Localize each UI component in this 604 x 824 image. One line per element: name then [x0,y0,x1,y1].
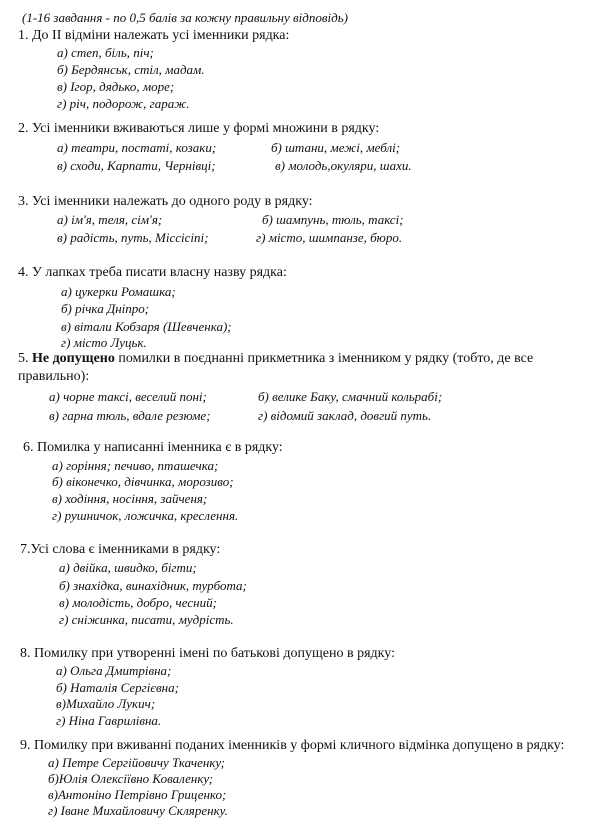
q6-option-a: а) горіння; печиво, пташечка; [52,458,219,473]
q5-option-d: г) відомий заклад, довгий путь. [258,408,432,423]
q5-emphasis: Не допущено [32,351,115,366]
question-6-stem: 6. Помилка у написанні іменника є в рядку: [23,440,283,455]
q5-stem-rest: помилки в поєднанні прикметника з іменником у рядку (тобто, де все [114,351,534,366]
question-1-stem: 1. До ІІ відміни належать усі іменники рядка: [18,28,290,43]
q8-option-d: г) Ніна Гаврилівна. [56,713,162,728]
q9-option-c: в)Антоніно Петрівно Гриценко; [48,787,227,802]
q7-option-b: б) знахідка, винахідник, турбота; [59,578,247,593]
q4-option-a: а) цукерки Ромашка; [61,284,176,299]
q5-option-b: б) велике Баку, смачний кольрабі; [258,389,443,404]
instructions-header: (1-16 завдання - по 0,5 балів за кожну правильну відповідь) [22,10,348,25]
question-3-stem: 3. Усі іменники належать до одного роду в рядку: [18,194,313,209]
question-2-stem: 2. Усі іменники вживаються лише у формі множини в рядку: [18,121,380,136]
q3-option-a: а) ім'я, теля, сім'я; [57,212,163,227]
q5-option-c: в) гарна тюль, вдале резюме; [49,408,211,423]
q7-option-d: г) сніжинка, писати, мудрість. [59,612,234,627]
question-4-stem: 4. У лапках треба писати власну назву рядка: [18,265,287,280]
q2-option-c: в) сходи, Карпати, Чернівці; [57,158,216,173]
q3-option-c: в) радість, путь, Міссісіпі; [57,230,209,245]
q7-option-a: а) двійка, швидко, бігти; [59,560,197,575]
q9-option-d: г) Іване Михайловичу Скляренку. [48,803,228,818]
q8-option-b: б) Наталія Сергієвна; [56,680,179,695]
q4-option-d: г) місто Луцьк. [61,335,147,350]
q1-option-b: б) Бердянськ, стіл, мадам. [57,62,205,77]
q8-option-c: в)Михайло Лукич; [56,696,156,711]
question-9-stem: 9. Помилку при вживанні поданих іменників у формі кличного відмінка допущено в рядку: [20,738,565,753]
q8-option-a: а) Ольга Дмитрівна; [56,663,172,678]
q3-option-d: г) місто, шимпанзе, бюро. [256,230,403,245]
q2-option-d: в) молодь,окуляри, шахи. [275,158,412,173]
q9-option-a: а) Петре Сергійовичу Ткаченку; [48,755,226,770]
q1-option-a: а) степ, біль, піч; [57,45,154,60]
q1-option-d: г) річ, подорож, гараж. [57,96,190,111]
q1-option-c: в) Ігор, дядько, море; [57,79,175,94]
q6-option-d: г) рушничок, ложичка, креслення. [52,508,239,523]
q3-option-b: б) шампунь, тюль, таксі; [262,212,404,227]
question-5-stem-line2: правильно): [18,369,90,384]
q6-option-c: в) ходіння, носіння, зайченя; [52,491,208,506]
q6-option-b: б) віконечко, дівчинка, морозиво; [52,474,234,489]
q4-option-b: б) річка Дніпро; [61,301,150,316]
question-8-stem: 8. Помилку при утворенні імені по батькові допущено в рядку: [20,646,395,661]
q5-option-a: а) чорне таксі, веселий поні; [49,389,207,404]
question-7-stem: 7.Усі слова є іменниками в рядку: [20,542,221,557]
question-5-stem [18,351,533,367]
q5-number: 5. [18,351,32,366]
q2-option-a: а) театри, постаті, козаки; [57,140,217,155]
q4-option-c: в) вітали Кобзаря (Шевченка); [61,319,232,334]
q2-option-b: б) штани, межі, меблі; [271,140,401,155]
q9-option-b: б)Юлія Олексіївно Коваленку; [48,771,214,786]
q7-option-c: в) молодість, добро, чесний; [59,595,217,610]
